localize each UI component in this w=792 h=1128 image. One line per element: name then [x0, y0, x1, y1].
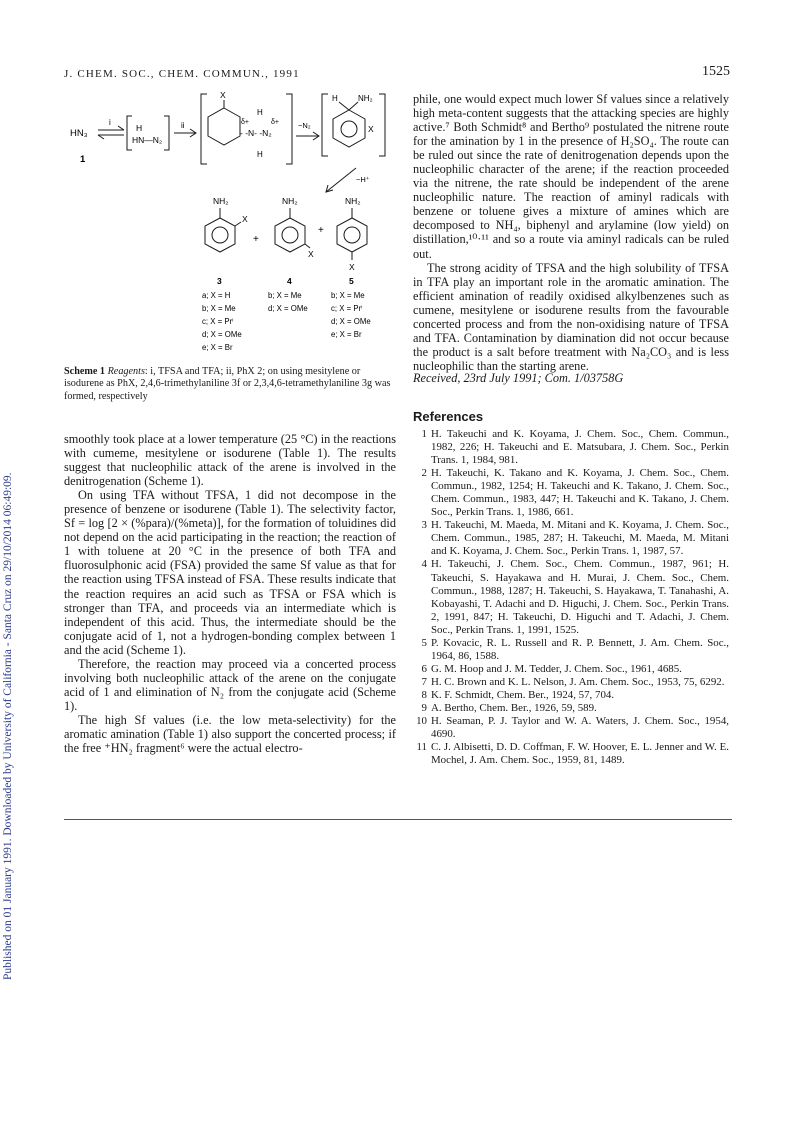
running-head: J. CHEM. SOC., CHEM. COMMUN., 1991: [64, 68, 300, 80]
h-on-ring: H: [332, 94, 338, 103]
n-chain: - -N- -N₂: [240, 128, 272, 138]
x-on-ring: X: [368, 124, 374, 134]
plus-2: +: [318, 225, 324, 236]
reagent-label-ii: ii: [181, 121, 185, 130]
references-heading: References: [413, 409, 484, 424]
compound-5-d: d; X = OMe: [331, 317, 371, 326]
reference-number: 10: [416, 715, 427, 728]
intermediate-hn-n2: HN—N₂: [132, 135, 163, 145]
compound-4-label: 4: [287, 276, 292, 286]
h-top: H: [257, 108, 263, 117]
reference-item: [413, 702, 729, 715]
caption-reagents-word: Reagents: [107, 366, 145, 377]
minus-h-label: −H⁺: [356, 175, 370, 184]
reference-text: H. Seaman, P. J. Taylor and W. A. Waters, J. Chem. Soc., 1954, 4690.: [431, 715, 729, 741]
reference-text: H. Takeuchi, M. Maeda, M. Mitani and K. Koyama, J. Chem. Soc., Chem. Commun., 1985, 287; H. Takeuchi, M. Maeda, M. Mitani and K. Koyama, J. Chem. Soc., Perkin Trans. 1, 1987, 57.: [431, 519, 729, 558]
x-product-5: X: [349, 262, 355, 272]
compound-3-d: d; X = OMe: [202, 330, 242, 339]
minus-n2-label: −N₂: [298, 121, 311, 130]
paragraph: On using TFA without TFSA, 1 did not decompose in the presence of benzene or isodurene (Table 1). The selectivity factor, Sf = log [2 × (%para)/(%meta)], for the formation of toluidines did not depend on the acid participating in the reaction; the reaction of 1 with toluene at 20 °C in the presence of both TFA and fluorosulphonic acid (FSA) provided the same Sf value as that for the reaction using TFSA instead of FSA. These results indicate that the reaction requires an acid such as TFSA or FSA which is stronger than TFA, and proceeds via an intermediate which is independent of this acid. Thus, the intermediate should be the conjugate acid of 1, not a hydrogen-bonding complex between 1 and the acid (Scheme 1).: [64, 488, 396, 657]
reference-number: 4: [421, 558, 427, 571]
reference-item: [413, 689, 729, 702]
scheme-1-figure: [64, 86, 394, 366]
reference-item: [413, 663, 729, 676]
compound-1-label: 1: [80, 154, 86, 165]
caption-text: : i, TFSA and TFA; ii, PhX 2; on using mesitylene or isodurene as PhX, 2,4,6-trimethylaniline 3f or 2,3,4,6-tetramethylaniline 3g was formed, respectively: [64, 366, 391, 402]
intermediate-h: H: [136, 123, 143, 133]
reference-item: [413, 519, 729, 558]
reaction-scheme: [64, 86, 394, 366]
provenance-note: Published on 01 January 1991. Downloaded by University of California - Santa Cruz on 29/10/2014 06:49:09.: [2, 472, 14, 980]
reference-text: H. Takeuchi and K. Koyama, J. Chem. Soc., Chem. Commun., 1982, 226; H. Takeuchi and E. Matsubara, J. Chem. Soc., Perkin Trans. 1, 1984, 981.: [431, 428, 729, 467]
reagent-label-i: i: [109, 118, 111, 127]
compound-5-label: 5: [349, 276, 354, 286]
delta-plus-2: δ+: [271, 119, 279, 126]
provenance-sidebar: [2, 200, 20, 980]
paragraph: The high Sf values (i.e. the low meta-selectivity) for the aromatic amination (Table 1) also support the concerted process; if the free ⁺HN₂ fragment⁶ were the actual electro-: [64, 712, 396, 756]
reference-text: A. Bertho, Chem. Ber., 1926, 59, 589.: [431, 701, 597, 714]
reference-text: H. Takeuchi, J. Chem. Soc., Chem. Commun., 1987, 961; H. Takeuchi, S. Hayakawa and H. Murai, J. Chem. Soc., Chem. Commun., 1988, 1287; H. Takeuchi, S. Hayakawa, T. Tanahashi, A. Kobayashi, T. Adachi and D. Higuchi, J. Chem. Soc., Perkin Trans. 2, 1991, 847; H. Takeuchi, D. Higuchi and T. Adachi, J. Chem. Soc., Perkin Trans. 1, 1991, 1525.: [431, 558, 729, 636]
page-divider-rule: [64, 819, 732, 820]
reference-number: 3: [421, 519, 427, 532]
compound-5-c: c; X = Prⁱ: [331, 304, 363, 313]
reference-item: [413, 741, 729, 767]
x-product-4: X: [308, 249, 314, 259]
compound-4-b: b; X = Me: [268, 291, 302, 300]
compound-3-c: c; X = Prⁱ: [202, 317, 234, 326]
compound-3-e: e; X = Br: [202, 343, 233, 352]
nh2-product-4: NH₂: [282, 196, 298, 206]
reference-text: H. C. Brown and K. L. Nelson, J. Am. Chem. Soc., 1953, 75, 6292.: [431, 675, 725, 688]
reference-number: 2: [421, 467, 427, 480]
paragraph: Therefore, the reaction may proceed via a concerted process involving both nucleophilic attack of the arene on the conjugate acid of 1 and elimination of N₂ from the conjugate acid (Scheme 1).: [64, 656, 396, 713]
reference-text: G. M. Hoop and J. M. Tedder, J. Chem. Soc., 1961, 4685.: [431, 662, 682, 675]
reference-text: P. Kovacic, R. L. Russell and R. P. Bennett, J. Am. Chem. Soc., 1964, 86, 1588.: [431, 636, 729, 662]
reference-text: K. F. Schmidt, Chem. Ber., 1924, 57, 704.: [431, 688, 615, 701]
left-column-text: [64, 432, 396, 755]
nh2-product-3: NH₂: [213, 196, 229, 206]
sigma-x: X: [220, 90, 226, 100]
nh2-product-5: NH₂: [345, 196, 361, 206]
right-column-text: [413, 92, 729, 373]
delta-plus-1: δ+: [241, 119, 249, 126]
compound-4-d: d; X = OMe: [268, 304, 308, 313]
reference-item: [413, 676, 729, 689]
compound-5-e: e; X = Br: [331, 330, 362, 339]
reference-item: [413, 715, 729, 741]
reference-text: C. J. Albisetti, D. D. Coffman, F. W. Hoover, E. L. Jenner and W. E. Mochel, J. Am. Chem. Soc., 1959, 81, 1489.: [431, 741, 729, 767]
reference-item: [413, 428, 729, 467]
nh2-on-ring: NH₂: [358, 94, 373, 103]
compound-3-label: 3: [217, 276, 222, 286]
reference-text: H. Takeuchi, K. Takano and K. Koyama, J. Chem. Soc., Chem. Commun., 1982, 1254; H. Takeuchi and K. Takano, J. Chem. Soc., Chem. Commun., 1983, 447; H. Takeuchi and K. Takano, J. Chem. Soc., Perkin Trans. 1, 1986, 661.: [431, 467, 729, 519]
h-bottom: H: [257, 150, 263, 159]
reference-number: 6: [421, 662, 427, 675]
x-product-3: X: [242, 214, 248, 224]
paragraph: smoothly took place at a lower temperature (25 °C) in the reactions with cumeme, mesitylene or isodurene (Table 1). The results suggest that nucleophilic attack of the arene is involved in the denitrogenation (Scheme 1).: [64, 432, 396, 489]
paragraph: The strong acidity of TFSA and the high solubility of TFSA in TFA play an important role in the aromatic amination. The efficient amination of readily oxidised alkylbenzenes such as cumene, mesitylene or isodurene results from the favourable concerted process and from the non-oxidising nature of TFSA and TFA. Contamination by diamination did not occur because the product is a salt before treatment with Na₂CO₃ and is less nucleophilic than the starting arene.: [413, 260, 729, 373]
references-list: [413, 428, 729, 767]
reference-number: 7: [421, 675, 427, 688]
page-number: 1525: [702, 64, 730, 79]
reference-item: [413, 558, 729, 636]
plus-1: +: [253, 234, 259, 245]
compound-3-b: b; X = Me: [202, 304, 236, 313]
reference-item: [413, 637, 729, 663]
reagent-hn3: HN₃: [70, 128, 88, 139]
scheme-caption: [64, 366, 394, 403]
reference-number: 9: [421, 701, 427, 714]
reference-number: 8: [421, 688, 427, 701]
caption-label: Scheme 1: [64, 366, 106, 377]
reference-item: [413, 467, 729, 519]
reference-number: 5: [421, 636, 427, 649]
compound-3-a: a; X = H: [202, 291, 231, 300]
paragraph: phile, one would expect much lower Sf values since a relatively high meta-content suggests that the attacking species are highly active.⁷ Both Schmidt⁸ and Bertho⁹ postulated the nitrene route for the amination by 1 in the presence of H₂SO₄. The route can be ruled out since the rate of denitrogenation depends upon the nucleophilic character of the arene; if the reaction proceeded via the nitrene, the rate should be independent of the arene nucleophilic nature. The reaction of aminyl radicals with benzene or toluene gives a mixture of amines which are decomposed to NH₄, biphenyl and arylamine (low yield) on distillation,¹⁰·¹¹ and so a route via aminyl radicals can be ruled out.: [413, 92, 729, 261]
reference-number: 11: [416, 741, 427, 754]
received-line: Received, 23rd July 1991; Com. 1/03758G: [413, 371, 624, 385]
compound-5-b: b; X = Me: [331, 291, 365, 300]
reference-number: 1: [421, 428, 427, 440]
